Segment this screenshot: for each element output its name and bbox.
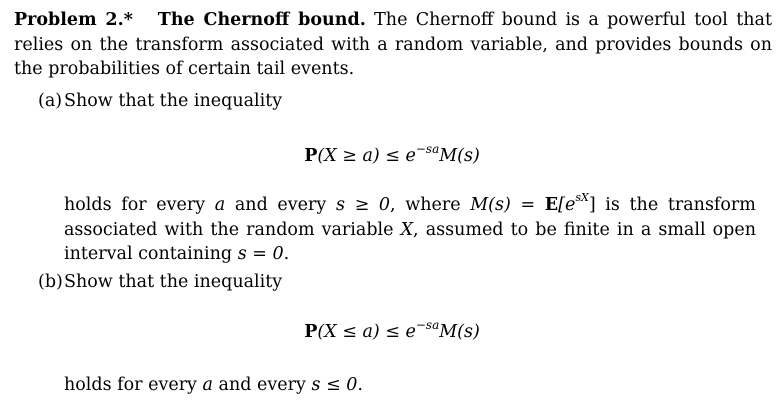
problem-title: The Chernoff bound. <box>157 10 366 30</box>
part-b-equation <box>0 318 784 342</box>
equation-exponent: −sa <box>415 318 440 332</box>
problem-intro-text: The Chernoff bound is a powerful tool that relies on the transform associated with a random variable, and provides bounds on the probabilities of certain tail events. <box>14 10 772 79</box>
text: . <box>357 375 363 395</box>
part-a-label: (a) <box>38 91 63 111</box>
part-a-equation <box>0 142 784 166</box>
text: and every <box>218 375 306 395</box>
math-transform: M(s) <box>470 195 511 215</box>
part-a-body <box>64 193 756 267</box>
probability-symbol: P <box>304 322 318 342</box>
probability-symbol: P <box>304 146 318 166</box>
text: holds for every <box>64 195 206 215</box>
text: , assumed to be finite in a small open interval containing <box>64 219 756 264</box>
math-x: X <box>400 219 414 240</box>
equation-rhs: M(s) <box>439 146 480 166</box>
math-exp-close: ] <box>588 195 596 215</box>
math-exp-open: [e <box>558 195 576 215</box>
text: holds for every <box>64 375 197 395</box>
equation-rhs: M(s) <box>439 322 480 342</box>
math-a: a <box>214 195 226 215</box>
text: is the transform associated with the random variable <box>64 195 756 240</box>
expectation-symbol: E <box>544 195 559 215</box>
part-b-body <box>64 373 756 398</box>
text: = <box>520 195 536 215</box>
part-a-lead: Show that the inequality <box>64 91 283 111</box>
equation-lhs: (X ≥ a) ≤ e <box>317 146 416 166</box>
text: . <box>283 244 290 264</box>
part-b-lead: Show that the inequality <box>64 272 283 292</box>
part-b-label: (b) <box>38 272 63 292</box>
math-s-zero: s = 0 <box>237 244 284 264</box>
math-a: a <box>202 375 213 395</box>
problem-intro <box>14 8 772 82</box>
text: , where <box>390 195 461 215</box>
equation-exponent: −sa <box>415 142 440 156</box>
equation-lhs: (X ≤ a) ≤ e <box>317 322 416 342</box>
problem-heading: Problem 2.* <box>14 10 133 30</box>
math-condition: s ≤ 0 <box>311 375 358 395</box>
math-condition: s ≥ 0 <box>335 195 391 215</box>
math-exp-power: sX <box>575 191 589 204</box>
text: and every <box>234 195 327 215</box>
